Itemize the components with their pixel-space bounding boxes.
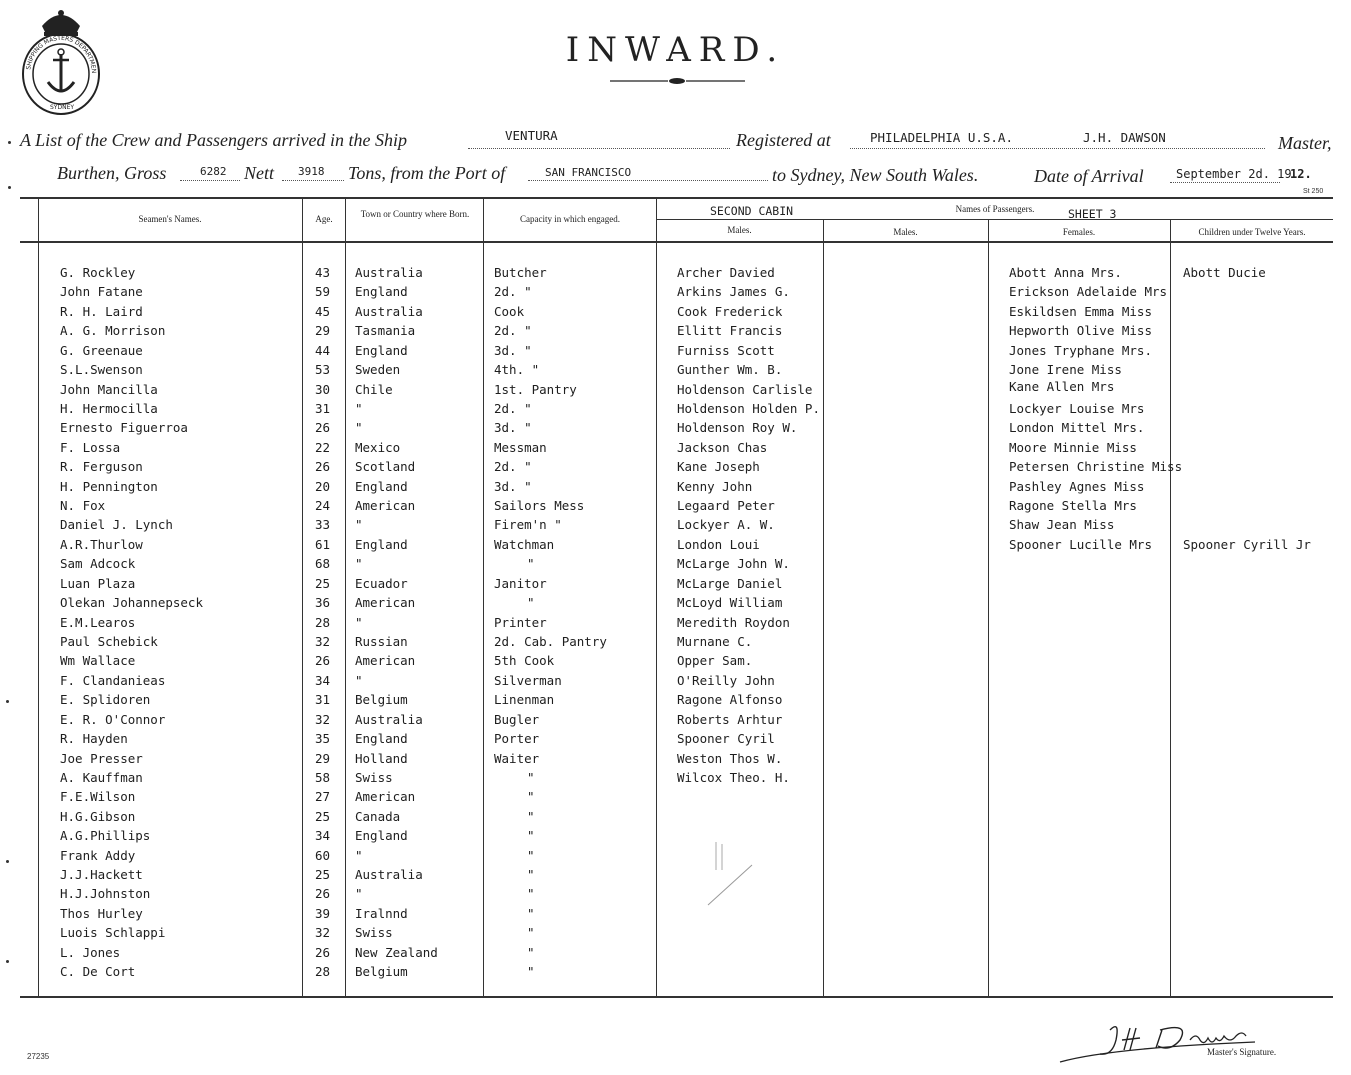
female-passenger: Pashley Agnes Miss [1009,478,1145,494]
crew-capacity: " [527,847,535,863]
crew-capacity: " [527,905,535,921]
master-signature [1050,1010,1270,1070]
crew-capacity: " [527,964,535,980]
child-passenger: Spooner Cyrill Jr [1183,536,1311,552]
male-passenger: Gunther Wm. B. [677,362,783,378]
crew-name: Wm Wallace [60,653,136,669]
crew-name: Paul Schebick [60,633,158,649]
names-of-passengers-label: Names of Passengers. [955,204,1035,214]
crew-capacity: " [527,925,535,941]
crew-birthplace: American [355,789,416,805]
crew-age: 30 [315,381,331,397]
crew-age: 43 [315,265,331,280]
crew-name: E. R. O'Connor [60,711,166,727]
male-passenger: Wilcox Theo. H. [677,769,790,785]
crew-age: 44 [315,342,331,358]
arrival-year: 12. [1290,167,1312,181]
male-passenger: McLarge John W. [677,556,790,572]
crew-age: 34 [315,828,331,844]
crew-name: Sam Adcock [60,556,136,572]
male-passenger: Meredith Roydon [677,614,790,630]
crew-name: R. H. Laird [60,303,143,319]
crew-capacity: Waiter [494,750,540,766]
crew-name: G. Greenaue [60,342,143,358]
crew-capacity: Printer [494,614,547,630]
crew-age: 26 [315,420,331,436]
female-passenger: Lockyer Louise Mrs [1009,400,1145,416]
crew-age: 32 [315,633,331,649]
col-males-2: Males. [893,227,918,237]
crew-birthplace: " [355,517,363,533]
crew-name: A. Kauffman [60,769,143,785]
male-passenger: Spooner Cyril [677,731,775,747]
crew-capacity: Cook [494,303,525,319]
crew-capacity: " [527,867,535,883]
crew-birthplace: England [355,536,408,552]
crew-age: 25 [315,575,331,591]
male-passenger: Arkins James G. [677,284,790,300]
master-label: Master, [1278,133,1332,153]
crew-name: Thos Hurley [60,905,143,921]
crew-name: F. Lossa [60,439,121,455]
crew-birthplace: Australia [355,303,423,319]
crew-birthplace: " [355,556,363,572]
female-passenger: Moore Minnie Miss [1009,439,1137,455]
male-passenger: O'Reilly John [677,672,775,688]
crew-age: 26 [315,653,331,669]
crew-capacity: Firem'n " [494,517,562,533]
female-passenger: Jone Irene Miss [1009,362,1122,378]
tons-from-label: Tons, from the Port of [348,163,506,183]
form-reference: St 250 [1303,188,1324,195]
crew-age: 31 [315,692,331,708]
passenger-subheader-rule [656,219,1333,220]
registered-at-value: PHILADELPHIA U.S.A. [870,130,1013,145]
crew-capacity: " [527,595,535,611]
crew-age: 35 [315,731,331,747]
crew-birthplace: England [355,731,408,747]
crew-capacity: Bugler [494,711,540,727]
crew-birthplace: England [355,284,408,300]
crew-name: R. Hayden [60,731,128,747]
crew-capacity: " [527,556,535,572]
nett-tons: 3918 [298,165,325,178]
crew-age: 32 [315,925,331,941]
crew-age: 25 [315,808,331,824]
crew-birthplace: American [355,653,416,669]
crew-capacity: Porter [494,731,540,747]
gross-tons: 6282 [200,165,227,178]
crew-age: 61 [315,536,331,552]
crew-name: R. Ferguson [60,459,143,475]
sheet-number: SHEET 3 [1068,207,1117,221]
crew-age: 60 [315,847,331,863]
crew-birthplace: Australia [355,711,423,727]
crew-age: 20 [315,478,331,494]
crew-capacity: 3d. " [494,420,532,436]
nett-label: Nett [244,163,274,183]
crew-birthplace: Swiss [355,769,393,785]
crew-age: 68 [315,556,331,572]
crew-capacity: " [527,828,535,844]
crew-capacity: " [527,789,535,805]
crew-age: 59 [315,284,331,300]
crew-birthplace: England [355,342,408,358]
crew-birthplace: Australia [355,867,423,883]
crew-age: 25 [315,867,331,883]
master-name: J.H. DAWSON [1083,130,1166,145]
svg-text:SYDNEY: SYDNEY [50,104,75,111]
crew-capacity: Watchman [494,536,555,552]
crew-name: H.J.Johnston [60,886,151,902]
to-sydney-label: to Sydney, New South Wales. [772,165,979,185]
male-passenger: Opper Sam. [677,653,753,669]
crew-age: 28 [315,614,331,630]
male-passenger: Holdenson Roy W. [677,420,798,436]
crew-name: John Mancilla [60,381,158,397]
crew-age: 32 [315,711,331,727]
crew-capacity: 2d. " [494,284,532,300]
title-ornament-rule [610,76,745,86]
document-number: 27235 [27,1052,50,1061]
crew-name: Luois Schlappi [60,925,166,941]
col-children: Children under Twelve Years. [1198,227,1306,237]
crew-name: G. Rockley [60,265,136,280]
crew-birthplace: England [355,478,408,494]
crew-age: 26 [315,944,331,960]
page-title: INWARD. [565,30,786,70]
crew-name: Daniel J. Lynch [60,517,173,533]
crew-age: 53 [315,362,331,378]
crew-birthplace: Holland [355,750,408,766]
crew-name: F.E.Wilson [60,789,136,805]
crew-birthplace: Belgium [355,964,408,980]
col-born: Town or Country where Born. [360,209,470,219]
crew-birthplace: Iralnnd [355,905,408,921]
crew-age: 29 [315,323,331,339]
burthen-label: Burthen, Gross [57,163,167,183]
crew-age: 26 [315,886,331,902]
crew-name: L. Jones [60,944,121,960]
crew-birthplace: Tasmania [355,323,416,339]
male-passenger: Ragone Alfonso [677,692,783,708]
crew-name: Olekan Johannepseck [60,595,203,611]
crew-capacity: Linenman [494,692,555,708]
crew-capacity: 2d. Cab. Pantry [494,633,607,649]
crew-age: 29 [315,750,331,766]
crew-name: Luan Plaza [60,575,136,591]
col-capacity: Capacity in which engaged. [520,214,620,224]
crew-birthplace: Russian [355,633,408,649]
crew-birthplace: " [355,400,363,416]
female-passenger: Jones Tryphane Mrs. [1009,342,1152,358]
male-passenger: Legaard Peter [677,498,775,514]
crew-birthplace: Swiss [355,925,393,941]
crew-age: 58 [315,769,331,785]
male-passenger: Ellitt Francis [677,323,783,339]
crew-age: 36 [315,595,331,611]
col-females: Females. [1062,227,1096,237]
crew-capacity: Janitor [494,575,547,591]
crew-name: E. Splidoren [60,692,151,708]
crew-name: A. G. Morrison [60,323,166,339]
crew-capacity: 2d. " [494,323,532,339]
date-of-arrival-value: September 2d. 19 [1176,167,1292,181]
female-passenger: Spooner Lucille Mrs [1009,536,1152,552]
male-passenger: Furniss Scott [677,342,775,358]
crew-capacity: 4th. " [494,362,540,378]
male-passenger: Lockyer A. W. [677,517,775,533]
crew-name: John Fatane [60,284,143,300]
registered-at-label: Registered at [736,130,831,150]
crew-birthplace: " [355,614,363,630]
male-passenger: McLarge Daniel [677,575,783,591]
crew-name: Joe Presser [60,750,143,766]
svg-text:SHIPPING MASTERS DEPARTMENT: SHIPPING MASTERS DEPARTMEN [25,34,98,74]
male-passenger: Cook Frederick [677,303,783,319]
male-passenger: Kenny John [677,478,753,494]
male-passenger: Holdenson Carlisle [677,381,813,397]
crew-age: 34 [315,672,331,688]
crew-birthplace: " [355,420,363,436]
crew-capacity: Messman [494,439,547,455]
crew-capacity: " [527,886,535,902]
male-passenger: Jackson Chas [677,439,768,455]
crew-birthplace: Ecuador [355,575,408,591]
crew-age: 45 [315,303,331,319]
crew-birthplace: Sweden [355,362,401,378]
crew-birthplace: American [355,498,416,514]
crew-birthplace: Australia [355,265,423,280]
crew-birthplace: " [355,847,363,863]
male-passenger: McLoyd William [677,595,783,611]
female-passenger: Petersen Christine Miss [1009,459,1183,475]
crew-capacity: " [527,769,535,785]
crew-name: S.L.Swenson [60,362,143,378]
crew-birthplace: Canada [355,808,401,824]
crew-capacity: 5th Cook [494,653,555,669]
crew-capacity: Sailors Mess [494,498,585,514]
crew-name: H.G.Gibson [60,808,136,824]
crew-name: F. Clandanieas [60,672,166,688]
male-passenger: Holdenson Holden P. [677,400,820,416]
crew-name: N. Fox [60,498,106,514]
crew-birthplace: Mexico [355,439,401,455]
male-passenger: Archer Davied [677,265,775,280]
table-header-rule [20,241,1333,243]
crew-name: H. Pennington [60,478,158,494]
crew-capacity: 1st. Pantry [494,381,577,397]
female-passenger: Ragone Stella Mrs [1009,498,1137,514]
crew-birthplace: " [355,672,363,688]
crew-name: C. De Cort [60,964,136,980]
child-passenger: Abott Ducie [1183,265,1266,280]
crew-age: 31 [315,400,331,416]
female-passenger: Abott Anna Mrs. [1009,265,1122,280]
crew-name: Frank Addy [60,847,136,863]
male-passenger: Kane Joseph [677,459,760,475]
second-cabin-label: SECOND CABIN [710,204,794,218]
crew-capacity: 2d. " [494,459,532,475]
crew-capacity: 3d. " [494,478,532,494]
female-passenger: Erickson Adelaide Mrs [1009,284,1168,300]
male-passenger: Roberts Arhtur [677,711,783,727]
crew-birthplace: American [355,595,416,611]
crew-age: 39 [315,905,331,921]
pencil-tally-mark [700,830,760,915]
crew-capacity: " [527,808,535,824]
male-passenger: Murnane C. [677,633,753,649]
col-males-1: Males. [727,225,752,235]
female-passenger: Kane Allen Mrs [1009,378,1115,394]
male-passenger: Weston Thos W. [677,750,783,766]
crew-birthplace: Belgium [355,692,408,708]
crew-birthplace: " [355,886,363,902]
crew-name: H. Hermocilla [60,400,158,416]
ship-name: VENTURA [505,128,558,143]
crew-name: J.J.Hackett [60,867,143,883]
master-signature-label: Master's Signature. [1207,1047,1277,1057]
crew-name: A.R.Thurlow [60,536,143,552]
list-of-label: A List of the Crew and Passengers arrived in the Ship [20,130,407,150]
crew-birthplace: Chile [355,381,393,397]
crew-capacity: Silverman [494,672,562,688]
female-passenger: Hepworth Olive Miss [1009,323,1152,339]
female-passenger: Shaw Jean Miss [1009,517,1115,533]
crew-age: 26 [315,459,331,475]
table-top-rule [20,197,1333,199]
crew-name: E.M.Learos [60,614,136,630]
col-seamen-names: Seamen's Names. [138,214,202,224]
col-age: Age. [315,214,333,224]
crew-capacity: 3d. " [494,342,532,358]
crew-age: 22 [315,439,331,455]
crew-age: 33 [315,517,331,533]
port-of-departure: SAN FRANCISCO [545,166,632,179]
female-passenger: London Mittel Mrs. [1009,420,1145,436]
crew-birthplace: Scotland [355,459,416,475]
date-of-arrival-label: Date of Arrival [1034,166,1144,186]
crew-age: 24 [315,498,331,514]
table-bottom-rule [20,996,1333,998]
crew-birthplace: England [355,828,408,844]
crew-birthplace: New Zealand [355,944,438,960]
crew-age: 28 [315,964,331,980]
crew-name: A.G.Phillips [60,828,151,844]
crew-capacity: Butcher [494,265,547,280]
crew-capacity: " [527,944,535,960]
male-passenger: London Loui [677,536,760,552]
crew-capacity: 2d. " [494,400,532,416]
crew-name: Ernesto Figuerroa [60,420,188,436]
female-passenger: Eskildsen Emma Miss [1009,303,1152,319]
crew-age: 27 [315,789,331,805]
